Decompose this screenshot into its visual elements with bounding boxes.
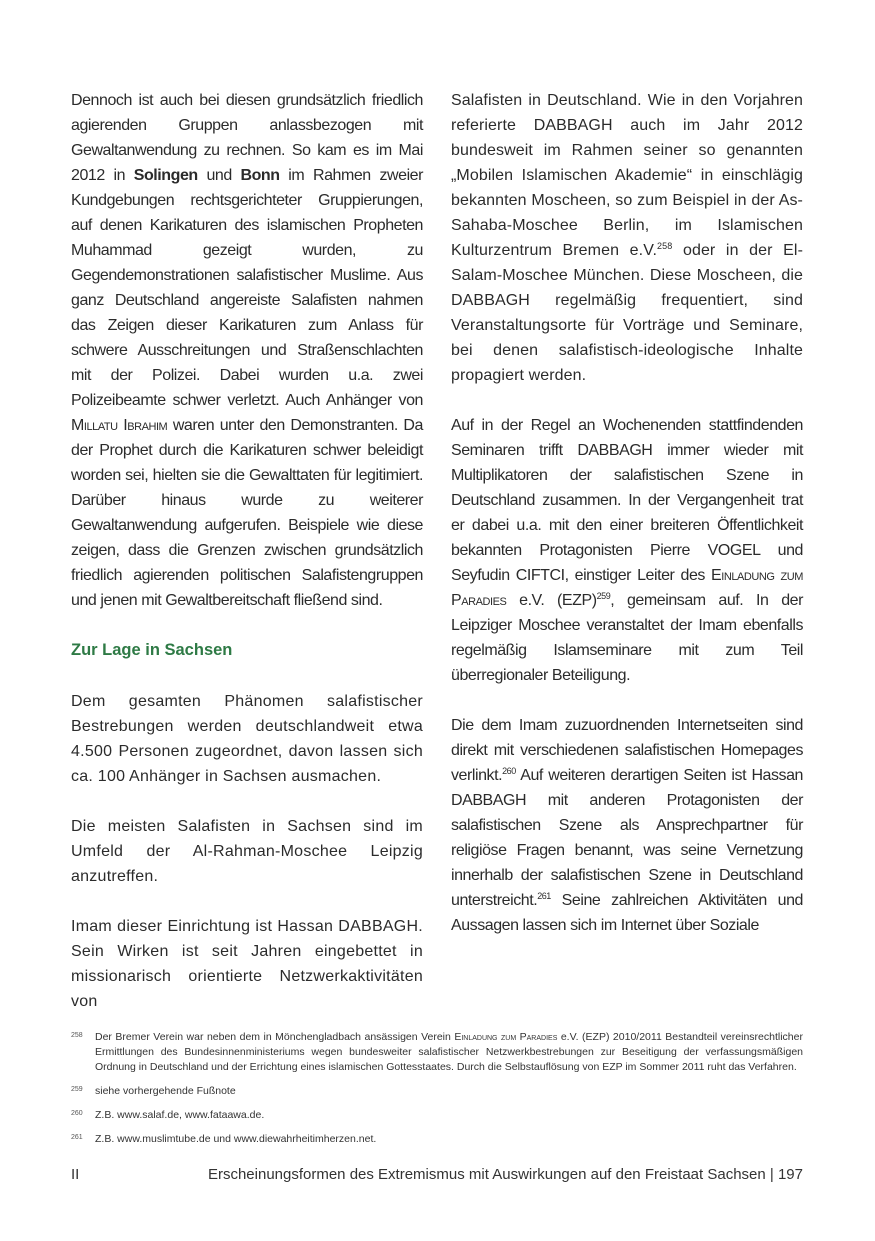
footnote-259 <box>71 1084 803 1099</box>
city-bonn: Bonn <box>240 167 280 184</box>
footer-separator: | <box>769 1166 774 1183</box>
footnote-ref-258[interactable]: 258 <box>657 241 673 251</box>
org-millatu-ibrahim: Millatu Ibrahim <box>71 417 168 434</box>
footnote-text: siehe vorhergehende Fußnote <box>95 1085 236 1097</box>
footnote-258 <box>71 1030 803 1075</box>
paragraph-seminars: Auf in der Regel an Wochenenden stattfindenden Seminaren trifft DABBAGH immer wieder mit Multiplikatoren der salafistischen Szene in Deutschland zusammen. In der Vergangenheit trat er dabei u.a. mit den einer breiteren Öffentlichkeit bekannten Protagonisten Pierre VOGEL und Seyfudin CIFTCI, einstiger Leiter des Einladung zum Paradies e.V. (EZP)$^{259}$, gemeinsam auf. In der Leipziger Moschee veranstaltet der Imam ebenfalls regelmäßig Islamseminare mit zum Teil überregionaler Beteiligung. <box>451 417 803 684</box>
org-einladung-zum-paradies: Einladung zum Paradies <box>454 1031 558 1043</box>
running-title <box>208 1164 803 1186</box>
footnote-number: 259 <box>71 1086 83 1093</box>
footnote-number: 260 <box>71 1110 83 1117</box>
section-heading: Zur Lage in Sachsen <box>71 641 233 659</box>
org-einladung-zum-paradies: Einladung zum Paradies <box>451 567 803 609</box>
footnote-text: Der Bremer Verein war neben dem in Mönchengladbach ansässigen Verein Einladung zum Paradies e.V. (EZP) 2010/2011 Bestandteil vereinsrechtlicher Ermittlungen des Bundesinnenministeriums wegen bundesweiter salafistischer Netzwerkbestrebungen zur Beseitigung der verfassungsmäßigen Ordnung in Deutschland und der Errichtung eines islamischen Gottesstaates. Durch die Selbstauflösung von EZP im Sommer 2011 ruht das Verfahren. <box>95 1031 803 1073</box>
page-number: 197 <box>777 1166 803 1183</box>
paragraph-violence: Dennoch ist auch bei diesen grundsätzlich friedlich agierenden Gruppen anlassbezogen mit Gewaltanwendung zu rechnen. So kam es im Mai 2012 in Solingen und Bonn im Rahmen zweier Kundgebungen rechtsgerichteter Gruppierungen, auf denen Karikaturen des islamischen Propheten Muhammad gezeigt wurden, zu Gegendemonstrationen salafistischer Muslime. Aus ganz Deutschland angereiste Salafisten nahmen das Zeigen dieser Karikaturen zum Anlass für schwere Ausschreitungen und Straßenschlachten mit der Polizei. Dabei wurden u.a. zwei Polizeibeamte schwer verletzt. Auch Anhänger von Millatu Ibrahim waren unter den Demonstranten. Da der Prophet durch die Karikaturen schwer beleidigt worden sei, hielten sie die Gewalttaten für legitimiert. Darüber hinaus wurde zu weiterer Gewaltanwendung aufgerufen. Beispiele wie diese zeigen, dass die Grenzen zwischen grundsätzlich friedlich agierenden politischen Salafistengruppen und jenen mit Gewaltbereitschaft fließend sind. <box>71 92 423 609</box>
paragraph-leipzig: Die meisten Salafisten in Sachsen sind im Umfeld der Al-Rahman-Moschee Leipzig anzutreffen. <box>71 818 423 885</box>
right-column <box>451 88 803 963</box>
paragraph-numbers: Dem gesamten Phänomen salafistischer Bestrebungen werden deutschlandweit etwa 4.500 Personen zugeordnet, davon lassen sich ca. 100 Anhänger in Sachsen ausmachen. <box>71 693 423 785</box>
footnote-ref-261[interactable]: 261 <box>537 891 551 901</box>
footnote-text: Z.B. www.salaf.de, www.fataawa.de. <box>95 1109 265 1121</box>
paragraph-imam: Imam dieser Einrichtung ist Hassan DABBAGH. Sein Wirken ist seit Jahren eingebettet in missionarisch orientierte Netzwerkaktivitäten von <box>71 918 423 1010</box>
footnote-260 <box>71 1108 803 1123</box>
footnote-number: 258 <box>71 1032 83 1039</box>
footnote-number: 261 <box>71 1134 83 1141</box>
chapter-number: II <box>71 1166 80 1183</box>
paragraph-internet: Die dem Imam zuzuordnenden Internetseiten sind direkt mit verschiedenen salafistischen Homepages verlinkt.$^{260}$ Auf weiteren derartigen Seiten ist Hassan DABBAGH mit anderen Protagonisten der salafistischen Szene als Ansprechpartner für religiöse Fragen benannt, was seine Vernetzung innerhalb der salafistischen Szene in Deutschland unterstreicht.$^{261}$ Seine zahlreichen Aktivitäten und Aussagen lassen sich im Internet über Soziale <box>451 717 803 934</box>
footer-title: Erscheinungsformen des Extremismus mit Auswirkungen auf den Freistaat Sachsen <box>207 1166 766 1183</box>
footnote-text: Z.B. www.muslimtube.de und www.diewahrheitimherzen.net. <box>95 1133 377 1145</box>
city-solingen: Solingen <box>133 167 198 184</box>
footnotes <box>71 1030 803 1156</box>
paragraph-mosques: Salafisten in Deutschland. Wie in den Vorjahren referierte DABBAGH auch im Jahr 2012 bundesweit im Rahmen seiner so genannten „Mobilen Islamischen Akademie“ in einschlägig bekannten Moscheen, so zum Beispiel in der As-Sahaba-Moschee Berlin, im Islamischen Kulturzentrum Bremen e.V.$^{258}$ oder in der El-Salam-Moschee München. Diese Moscheen, die DABBAGH regelmäßig frequentiert, sind Veranstaltungsorte für Vorträge und Seminare, bei denen salafistisch-ideologische Inhalte propagiert werden. <box>451 92 803 384</box>
footnote-ref-259[interactable]: 259 <box>596 591 611 601</box>
page-footer <box>71 1164 803 1186</box>
left-column <box>71 88 423 1039</box>
footnote-ref-260[interactable]: 260 <box>502 766 516 776</box>
footnote-261 <box>71 1132 803 1147</box>
